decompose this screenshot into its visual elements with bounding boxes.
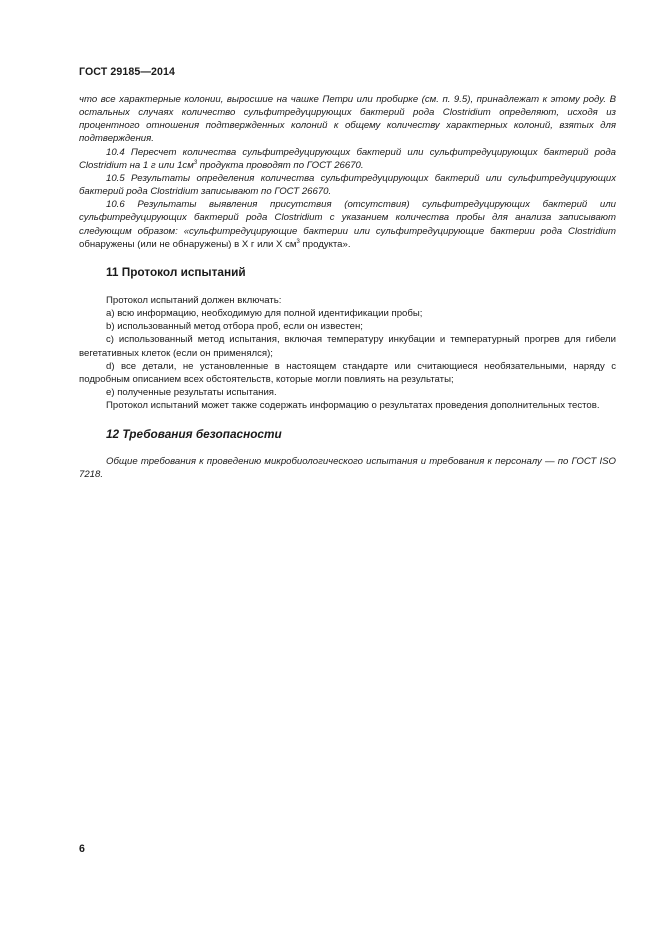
list-item: c) использованный метод испытания, включая температуру инкубации и температурный прогрев для гибели вегетативных клеток (если он применялся); <box>79 334 616 359</box>
superscript-3: 3 <box>193 159 198 166</box>
superscript-3: 3 <box>296 238 300 245</box>
section-11-closing: Протокол испытаний может также содержать информацию о результатах проведения дополнительных тестов. <box>106 400 600 412</box>
paragraph-10-4-text: 10.4 Пересчет количества сульфитредуцирующих бактерий или сульфитредуцирующих бактерий рода Clostridium на 1 г или 1см <box>79 146 616 171</box>
section-11-intro: Протокол испытаний должен включать: <box>106 294 282 306</box>
list-item: а) всю информацию, необходимую для полной идентификации пробы; <box>106 308 423 320</box>
section-12-text: Общие требования к проведению микробиологического испытания и требования к персоналу — по ГОСТ ISO 7218. <box>79 456 616 481</box>
list-item: d) все детали, не установленные в настоящем стандарте или считающиеся необязательными, наряду с подробным описанием всех обстоятельств, которые могли повлиять на результаты; <box>79 360 616 385</box>
paragraph-10-4 <box>79 146 616 172</box>
document-code: ГОСТ 29185—2014 <box>79 66 176 78</box>
paragraph-10-6-text-end: продукта». <box>299 238 351 250</box>
paragraph-10-6 <box>79 198 616 251</box>
paragraph-continuation: что все характерные колонии, выросшие на чашке Петри или пробирке (см. п. 9.5), принадлежат к этому роду. В остальных случаях количество сульфитредуцирующих бактерий рода Clostridium определяют, исходя из процентного отношения подтвержденных колоний к общему количеству характерных колоний, взятых для подтверждения. <box>79 94 616 145</box>
section-12-heading: 12 Требования безопасности <box>106 427 282 442</box>
section-11-heading: 11 Протокол испытаний <box>106 264 246 279</box>
page-number: 6 <box>79 843 85 855</box>
paragraph-10-6-text: обнаружены (или не обнаружены) в Х г или Х см <box>79 238 297 250</box>
paragraph-10-6-italic: 10.6 Результаты выявления присутствия (отсутствия) сульфитредуцирующих бактерий или сульфитредуцирующих бактерий рода Clostridium с указанием количества пробы для анализа записывают следующим образом: «сульфитредуцирующие бактерии или сульфитредуцирующие бактерии рода Clostridium <box>79 199 616 237</box>
page-content <box>79 93 616 482</box>
paragraph-10-4-text-end: продукта проводят по ГОСТ 26670. <box>197 159 364 171</box>
list-item: е) полученные результаты испытания. <box>106 386 277 398</box>
paragraph-10-5: 10.5 Результаты определения количества сульфитредуцирующих бактерий или сульфитредуцирующих бактерий рода Clostridium записывают по ГОСТ 26670. <box>79 172 616 198</box>
list-item: b) использованный метод отбора проб, если он известен; <box>106 321 363 333</box>
